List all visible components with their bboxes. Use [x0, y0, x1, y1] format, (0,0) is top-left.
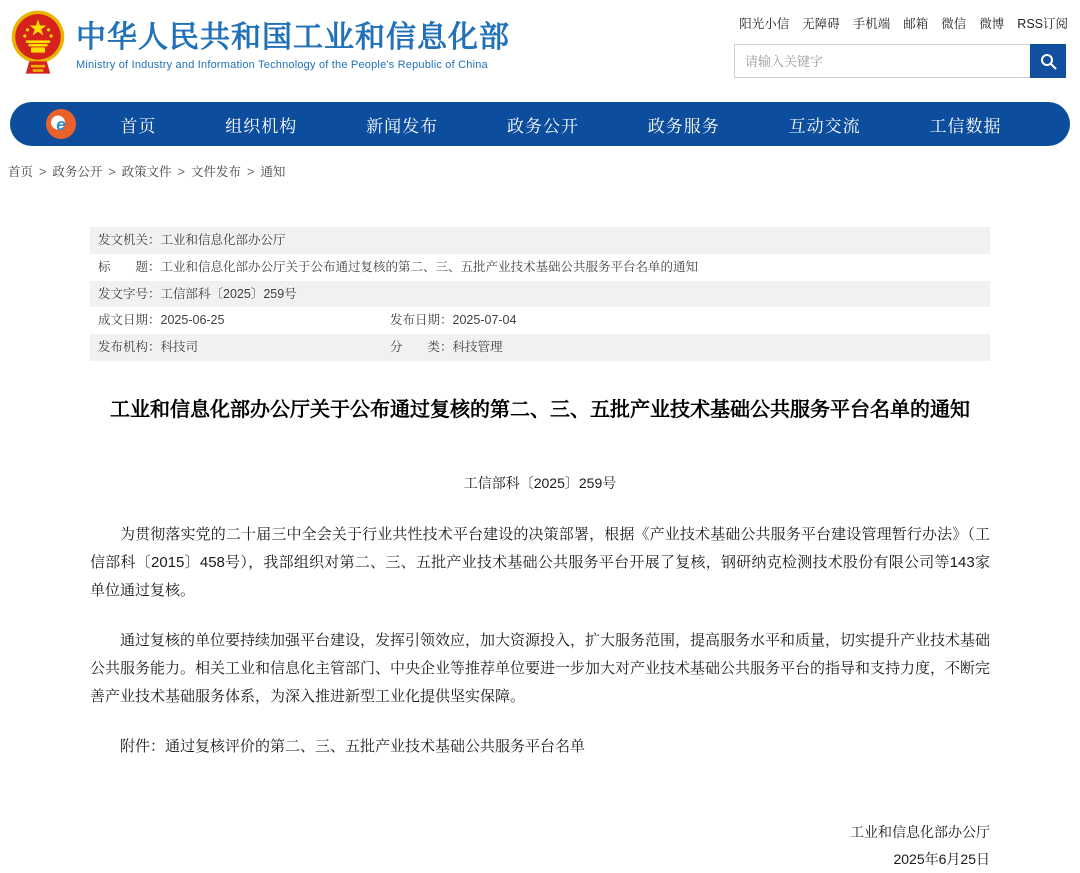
search-bar — [734, 44, 1066, 78]
paragraph: 为贯彻落实党的二十届三中全会关于行业共性技术平台建设的决策部署，根据《产业技术基础公共服务平台建设管理暂行办法》（工信部科〔2015〕458号），我部组织对第二、三、五批产业技术基础公共服务平台开展了复核，钢研纳克检测技术股份有限公司等143家单位通过复核。 — [90, 525, 990, 599]
top-utility-links — [734, 12, 1068, 34]
meta-value: 工业和信息化部办公厅 — [160, 233, 286, 247]
breadcrumb-notice[interactable]: 通知 — [260, 165, 286, 179]
breadcrumb-separator: > — [177, 165, 185, 179]
breadcrumb-separator: > — [39, 165, 47, 179]
document-title: 工业和信息化部办公厅关于公布通过复核的第二、三、五批产业技术基础公共服务平台名单的通知 — [110, 398, 970, 421]
nav-item-miit-data[interactable]: 工信数据 — [929, 116, 1002, 136]
link-sunshine[interactable]: 阳光小信 — [739, 17, 790, 31]
meta-label: 发文机关： — [98, 233, 161, 247]
meta-label: 发布日期： — [390, 313, 453, 328]
link-wechat[interactable]: 微信 — [941, 17, 967, 31]
breadcrumb-policy-files[interactable]: 政策文件 — [121, 165, 172, 179]
breadcrumb-gov-disclosure[interactable]: 政务公开 — [52, 165, 103, 179]
meta-label: 标 题： — [98, 259, 161, 274]
document-body — [90, 521, 990, 761]
breadcrumb — [8, 162, 1080, 180]
meta-row-doc-number — [90, 281, 990, 308]
document-area — [90, 227, 990, 873]
meta-row-agency-category — [90, 334, 990, 361]
nav-item-organization[interactable]: 组织机构 — [225, 116, 298, 136]
meta-value: 工信部科〔2025〕259号 — [160, 286, 297, 301]
search-input[interactable] — [734, 44, 1030, 78]
nav-item-news[interactable]: 新闻发布 — [366, 116, 439, 136]
meta-row-dates — [90, 307, 990, 334]
link-mail[interactable]: 邮箱 — [903, 17, 929, 31]
meta-value: 科技管理 — [452, 340, 503, 354]
link-mobile[interactable]: 手机端 — [852, 17, 891, 31]
site-subtitle: Ministry of Industry and Information Technology of the People's Republic of China — [76, 58, 488, 71]
meta-value: 科技司 — [160, 340, 199, 354]
brand-text — [76, 16, 510, 71]
meta-value: 工业和信息化部办公厅关于公布通过复核的第二、三、五批产业技术基础公共服务平台名单的通知 — [160, 259, 699, 274]
document-number: 工信部科〔2025〕259号 — [463, 474, 617, 491]
site-header — [0, 0, 1080, 98]
site-brand[interactable] — [10, 8, 510, 78]
document-meta-table — [90, 227, 990, 361]
nav-items — [86, 112, 1036, 137]
miit-gear-logo-icon: e — [46, 109, 76, 139]
meta-label: 分 类： — [390, 340, 453, 354]
link-weibo[interactable]: 微博 — [979, 17, 1005, 31]
main-nav — [10, 102, 1070, 146]
attachment-line: 附件：通过复核评价的第二、三、五批产业技术基础公共服务平台名单 — [120, 737, 586, 755]
nav-item-gov-disclosure[interactable]: 政务公开 — [506, 116, 579, 136]
site-title: 中华人民共和国工业和信息化部 — [76, 20, 510, 54]
meta-label: 成文日期： — [98, 313, 161, 328]
nav-item-interaction[interactable]: 互动交流 — [788, 116, 861, 136]
link-rss[interactable]: RSS订阅 — [1017, 17, 1068, 31]
signature-agency: 工业和信息化部办公厅 — [850, 823, 990, 840]
signature-date: 2025年6月25日 — [893, 850, 990, 867]
nav-item-gov-services[interactable]: 政务服务 — [647, 116, 720, 136]
search-icon — [1040, 53, 1057, 70]
national-emblem-icon — [10, 8, 66, 78]
meta-label: 发文字号： — [98, 286, 161, 301]
breadcrumb-file-release[interactable]: 文件发布 — [190, 165, 241, 179]
link-accessibility[interactable]: 无障碍 — [802, 17, 840, 31]
header-right — [734, 8, 1068, 78]
meta-value: 2025-07-04 — [452, 313, 517, 328]
paragraph: 通过复核的单位要持续加强平台建设，发挥引领效应，加大资源投入，扩大服务范围，提高服务水平和质量，切实提升产业技术基础公共服务能力。相关工业和信息化主管部门、中央企业等推荐单位要进一步加大对产业技术基础公共服务平台的指导和支持力度，不断完善产业技术基础服务体系，为深入推进新型工业化提供坚实保障。 — [90, 631, 991, 705]
search-button[interactable] — [1030, 44, 1066, 78]
nav-item-home[interactable]: 首页 — [120, 116, 157, 136]
meta-row-issuing-agency — [90, 227, 990, 254]
meta-value: 2025-06-25 — [160, 313, 225, 328]
breadcrumb-home[interactable]: 首页 — [8, 165, 34, 179]
signature-block — [90, 819, 990, 873]
breadcrumb-separator: > — [108, 165, 116, 179]
meta-row-title — [90, 254, 990, 281]
meta-label: 发布机构： — [98, 340, 161, 354]
breadcrumb-separator: > — [247, 165, 255, 179]
